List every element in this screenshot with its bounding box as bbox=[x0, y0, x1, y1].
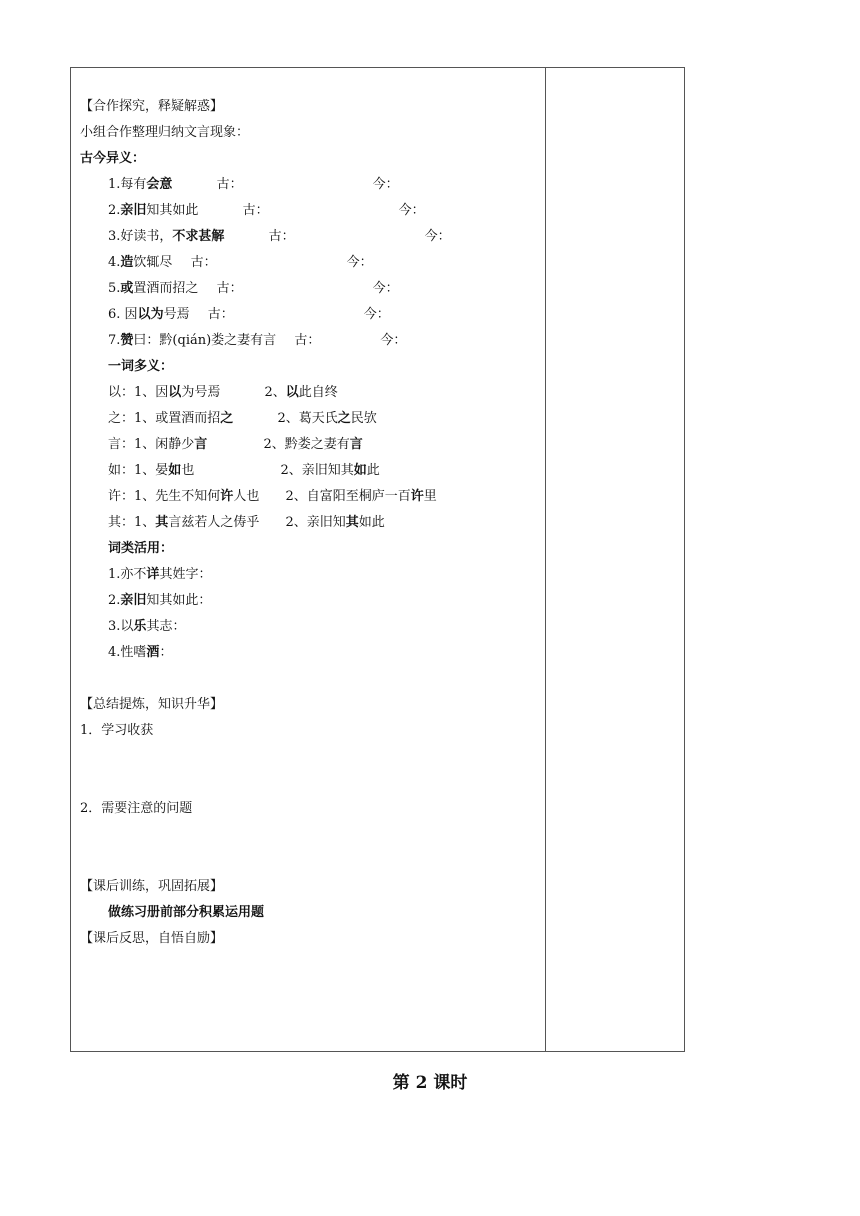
section-heading-cooperate: 【合作探究，释疑解惑】 bbox=[80, 99, 224, 114]
gujin-item: 6. 因以为号焉 古： 今： bbox=[108, 307, 390, 322]
table-column-divider bbox=[545, 67, 546, 1052]
gujin-heading: 古今异义： bbox=[80, 151, 146, 166]
cilei-item: 4.性嗜酒： bbox=[108, 645, 173, 660]
yici-item: 其：1、其言兹若人之俦乎 2、亲旧知其如此 bbox=[108, 515, 385, 530]
section-heading-reflect: 【课后反思，自悟自励】 bbox=[80, 931, 224, 946]
yici-item: 许：1、先生不知何许人也 2、自富阳至桐庐一百许里 bbox=[108, 489, 437, 504]
lesson-period-title: 第 2 课时 bbox=[392, 1073, 468, 1093]
cilei-item: 2.亲旧知其如此： bbox=[108, 593, 212, 608]
intro-text: 小组合作整理归纳文言现象： bbox=[80, 125, 250, 140]
cilei-heading: 词类活用： bbox=[108, 541, 174, 556]
section-heading-homework: 【课后训练，巩固拓展】 bbox=[80, 879, 224, 894]
cilei-item: 3.以乐其志： bbox=[108, 619, 186, 634]
section-heading-summary: 【总结提炼，知识升华】 bbox=[80, 697, 224, 712]
yici-item: 以：1、因以为号焉 2、以此自终 bbox=[108, 385, 338, 400]
gujin-item: 5.或置酒而招之 古： 今： bbox=[108, 281, 399, 296]
summary-item-gains: 1．学习收获 bbox=[80, 723, 154, 738]
yici-item: 之：1、或置酒而招之 2、葛天氏之民欤 bbox=[108, 411, 377, 426]
homework-text: 做练习册前部分积累运用题 bbox=[108, 905, 265, 920]
gujin-item: 3.好读书，不求甚解 古： 今： bbox=[108, 229, 451, 244]
yici-item: 如：1、晏如也 2、亲旧知其如此 bbox=[108, 463, 380, 478]
yici-heading: 一词多义： bbox=[108, 359, 174, 374]
gujin-item: 1.每有会意 古： 今： bbox=[108, 177, 399, 192]
gujin-item: 4.造饮辄尽 古： 今： bbox=[108, 255, 373, 270]
cilei-item: 1.亦不详其姓字： bbox=[108, 567, 212, 582]
summary-item-notes: 2．需要注意的问题 bbox=[80, 801, 193, 816]
yici-item: 言：1、闲静少言 2、黔娄之妻有言 bbox=[108, 437, 363, 452]
gujin-item: 2.亲旧知其如此 古： 今： bbox=[108, 203, 425, 218]
gujin-item: 7.赞曰：黔(qián)娄之妻有言 古： 今： bbox=[108, 333, 407, 348]
